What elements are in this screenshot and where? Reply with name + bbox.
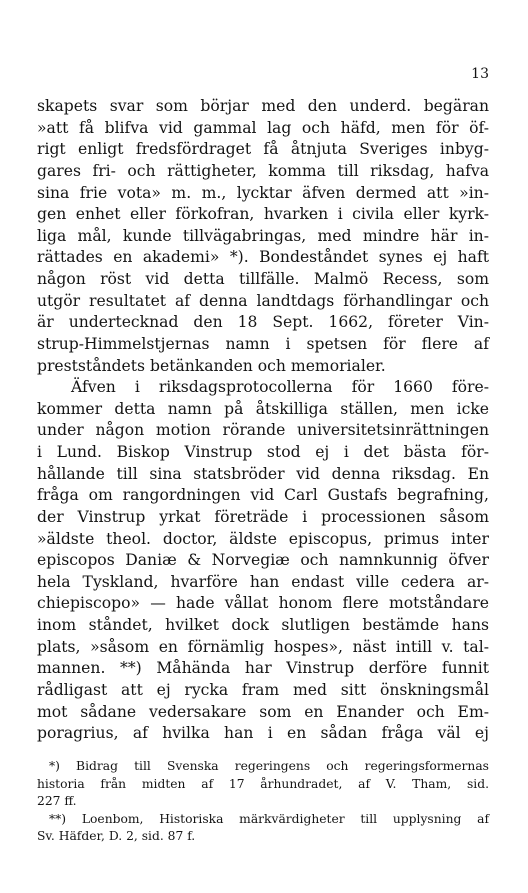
page-number: 13 [471, 66, 489, 82]
text-line: hållande till sina statsbröder vid denna riksdag. En [37, 464, 489, 483]
text-line: der Vinstrup yrkat företräde i processionen såsom [37, 507, 489, 526]
footnote-line: historia från midten af 17 århundradet, af V. Tham, sid. [37, 776, 489, 791]
text-line: Äfven i riksdagsprotocollerna för 1660 före- [71, 378, 489, 397]
footnote-line: *) Bidrag till Svenska regeringens och regeringsformernas [49, 759, 489, 773]
footnotes [37, 758, 489, 846]
text-line: skapets svar som börjar med den underd. begäran [37, 97, 489, 115]
text-line: sina frie vota» m. m., lycktar äfven dermed att »in- [37, 183, 489, 202]
body-text [37, 96, 489, 745]
footnote-line: **) Loenbom, Historiska märkvärdigheter till upplysning af [49, 811, 489, 826]
text-line: rättades en akademi» *). Bondeståndet synes ej haft [37, 248, 489, 267]
text-line: mannen. **) Måhända har Vinstrup derföre funnit [37, 659, 489, 678]
text-line: chiepiscopo» — hade vållat honom flere motståndare [37, 594, 489, 613]
text-line: liga mål, kunde tillvägabringas, med mindre här in- [37, 226, 489, 245]
text-line: utgör resultatet af denna landtdags förhandlingar och [37, 291, 489, 310]
text-line: poragrius, af hvilka han i en sådan fråga väl ej [37, 724, 489, 743]
text-line: är undertecknad den 18 Sept. 1662, företer Vin- [37, 313, 489, 332]
text-line: rigt enligt fredsfördraget få åtnjuta Sveriges inbyg- [37, 140, 489, 159]
text-line: »äldste theol. doctor, äldste episcopus, primus inter [37, 529, 489, 548]
text-line: kommer detta namn på åtskilliga ställen, men icke [37, 399, 489, 418]
text-line: gen enhet eller förkofran, hvarken i civila eller kyrk- [37, 205, 489, 224]
text-line: hela Tyskland, hvarföre han endast ville cedera ar- [37, 572, 489, 591]
text-line: »att få blifva vid gammal lag och häfd, men för öf- [37, 118, 489, 137]
text-line: plats, »såsom en förnämlig hospes», näst intill v. tal- [37, 637, 489, 656]
text-line: gares fri- och rättigheter, komma till riksdag, hafva [37, 161, 489, 180]
text-line: under någon motion rörande universitetsinrättningen [37, 421, 489, 440]
text-line: mot sådane vedersakare som en Enander och Em- [37, 702, 489, 721]
text-line: episcopos Daniæ & Norvegiæ och namnkunnig öfver [37, 551, 489, 570]
footnote-line: Sv. Häfder, D. 2, sid. 87 f. [37, 829, 196, 844]
footnote-line: 227 ff. [37, 794, 77, 809]
text-line: rådligast att ej rycka fram med sitt önskningsmål [37, 680, 489, 699]
text-line: någon röst vid detta tillfälle. Malmö Recess, som [37, 270, 489, 288]
text-line: strup-Himmelstjernas namn i spetsen för flere af [37, 334, 489, 353]
text-line: i Lund. Biskop Vinstrup stod ej i det bästa för- [37, 443, 489, 461]
text-line: fråga om rangordningen vid Carl Gustafs begrafning, [37, 486, 489, 505]
text-line: inom ståndet, hvilket dock slutligen bestämde hans [37, 616, 489, 634]
text-line: prestståndets betänkanden och memorialer. [37, 356, 386, 375]
